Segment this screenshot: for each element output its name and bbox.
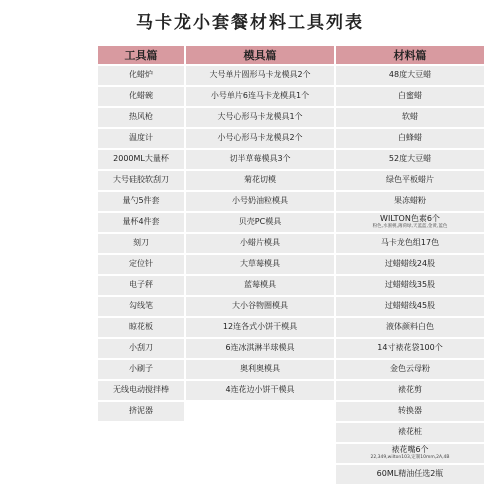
material-item-text: 转换器 (398, 406, 422, 416)
tool-item: 化蜡碗 (98, 87, 184, 106)
empty-cell (186, 402, 334, 421)
material-item (336, 213, 484, 232)
material-item-text: 过蜡蜡线24股 (384, 259, 436, 269)
material-item-subtext: 22,349,wilton103,定制10mm,2A,4B (370, 454, 450, 460)
tool-item: 电子秤 (98, 276, 184, 295)
material-item-text: 软蜡 (402, 112, 418, 122)
tool-item: 温度计 (98, 129, 184, 148)
materials-table (98, 46, 484, 484)
material-item (336, 465, 484, 484)
materials-column (336, 46, 484, 484)
empty-cell (98, 465, 184, 484)
tool-item: 晾花板 (98, 318, 184, 337)
material-item-text: 果冻蜡粉 (394, 196, 426, 206)
empty-cell (186, 423, 334, 442)
material-item-text: 金色云母粉 (390, 364, 430, 374)
material-item-text: 白蜜蜡 (398, 91, 422, 101)
material-item-text: 液体颜料白色 (386, 322, 434, 332)
material-item (336, 318, 484, 337)
empty-cell (98, 423, 184, 442)
material-item (336, 360, 484, 379)
tool-item: 量勺5件套 (98, 192, 184, 211)
materials-header: 材料篇 (336, 46, 484, 64)
material-item (336, 444, 484, 463)
mold-item: 小号奶油粒模具 (186, 192, 334, 211)
empty-cell (98, 444, 184, 463)
material-item-text: 马卡龙色组17色 (380, 238, 440, 248)
mold-item: 小蜡片模具 (186, 234, 334, 253)
material-item-text: WILTON色素6个 (380, 214, 440, 224)
mold-item: 大号单片圆形马卡龙模具2个 (186, 66, 334, 85)
material-item-text: 绿色平板蜡片 (386, 175, 434, 185)
material-item (336, 234, 484, 253)
material-item-text: 48度大豆蜡 (388, 70, 432, 80)
tool-item: 刻刀 (98, 234, 184, 253)
mold-item: 小号单片6连马卡龙模具1个 (186, 87, 334, 106)
material-item (336, 402, 484, 421)
tool-item: 定位针 (98, 255, 184, 274)
mold-item: 切半草莓模具3个 (186, 150, 334, 169)
empty-cell (186, 444, 334, 463)
material-item-subtext: 粉色,水蜜桃,薄荷绿,天蓝蓝,金黄,蓝色 (372, 223, 448, 229)
material-item-text: 白蜂蜡 (398, 133, 422, 143)
material-item (336, 108, 484, 127)
material-item (336, 87, 484, 106)
mold-item: 大号心形马卡龙模具1个 (186, 108, 334, 127)
mold-item: 菊花切模 (186, 171, 334, 190)
mold-item: 12连各式小饼干模具 (186, 318, 334, 337)
mold-item: 大小谷物圈模具 (186, 297, 334, 316)
material-item (336, 171, 484, 190)
material-item-text: 过蜡蜡线45股 (384, 301, 436, 311)
mold-item: 小号心形马卡龙模具2个 (186, 129, 334, 148)
tool-item: 量杯4件套 (98, 213, 184, 232)
material-item (336, 192, 484, 211)
material-item (336, 150, 484, 169)
tool-item: 无线电动搅拌棒 (98, 381, 184, 400)
tool-item: 小刮刀 (98, 339, 184, 358)
mold-item: 贝壳PC模具 (186, 213, 334, 232)
mold-item: 大草莓模具 (186, 255, 334, 274)
tool-item: 小刷子 (98, 360, 184, 379)
material-item-text: 裱花桩 (398, 427, 422, 437)
tool-item: 热风枪 (98, 108, 184, 127)
empty-cell (186, 465, 334, 484)
mold-item: 奥利奥模具 (186, 360, 334, 379)
tool-item: 勾线笔 (98, 297, 184, 316)
molds-header: 模具篇 (186, 46, 334, 64)
mold-item: 蓝莓模具 (186, 276, 334, 295)
page-title: 马卡龙小套餐材料工具列表 (136, 13, 364, 33)
molds-column (186, 46, 334, 484)
tool-item: 挤泥器 (98, 402, 184, 421)
tool-item: 化蜡炉 (98, 66, 184, 85)
material-item-text: 裱花剪 (398, 385, 422, 395)
material-item (336, 381, 484, 400)
material-item-text: 过蜡蜡线35股 (384, 280, 436, 290)
material-item (336, 339, 484, 358)
mold-item: 6连冰淇淋半球模具 (186, 339, 334, 358)
tool-item: 大号硅胶软刮刀 (98, 171, 184, 190)
mold-item: 4连花边小饼干模具 (186, 381, 334, 400)
material-item (336, 276, 484, 295)
material-item (336, 423, 484, 442)
tool-item: 2000ML大量杯 (98, 150, 184, 169)
material-item-text: 60ML精油任选2瓶 (376, 469, 444, 479)
material-item (336, 255, 484, 274)
tools-header: 工具篇 (98, 46, 184, 64)
material-item (336, 129, 484, 148)
tools-column (98, 46, 184, 484)
material-item-text: 52度大豆蜡 (388, 154, 432, 164)
material-item-text: 14寸裱花袋100个 (377, 343, 443, 353)
material-item-text: 裱花嘴6个 (391, 445, 429, 455)
material-item (336, 66, 484, 85)
material-item (336, 297, 484, 316)
